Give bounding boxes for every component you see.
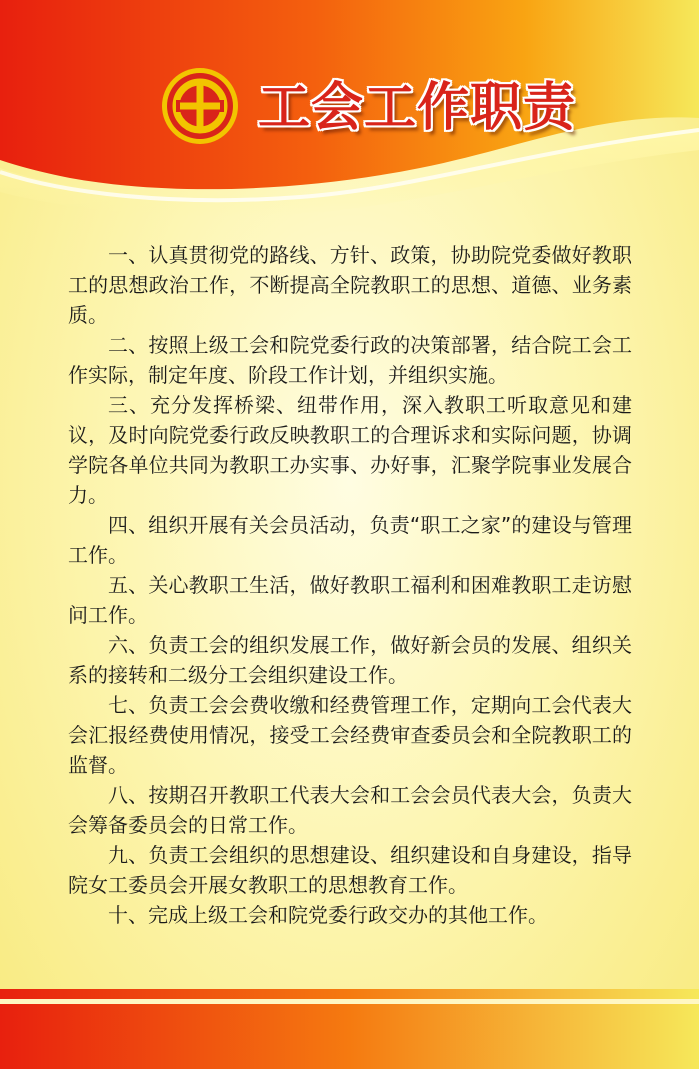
duty-item: 五、关心教职工生活，做好教职工福利和困难教职工走访慰问工作。 (68, 573, 632, 627)
duty-item: 二、按照上级工会和院党委行政的决策部署，结合院工会工作实际，制定年度、阶段工作计划，并组织实施。 (68, 333, 632, 387)
duty-list (68, 240, 632, 930)
duty-item: 三、充分发挥桥梁、纽带作用，深入教职工听取意见和建议，及时向院党委行政反映教职工的合理诉求和实际问题，协调学院各单位共同为教职工办实事、办好事，汇聚学院事业发展合力。 (68, 393, 632, 507)
footer-band (0, 989, 699, 1069)
duty-item: 四、组织开展有关会员活动，负责“职工之家”的建设与管理工作。 (68, 513, 632, 567)
duty-item: 一、认真贯彻党的路线、方针、政策，协助院党委做好教职工的思想政治工作，不断提高全院教职工的思想、道德、业务素质。 (68, 243, 632, 327)
trade-union-emblem-icon (160, 66, 240, 146)
duty-item: 七、负责工会会费收缴和经费管理工作，定期向工会代表大会汇报经费使用情况，接受工会经费审查委员会和全院教职工的监督。 (68, 693, 632, 777)
duty-item: 六、负责工会的组织发展工作，做好新会员的发展、组织关系的接转和二级分工会组织建设工作。 (68, 633, 632, 687)
duty-item: 十、完成上级工会和院党委行政交办的其他工作。 (108, 903, 548, 927)
page-title: 工会工作职责 (258, 78, 577, 138)
duty-item: 九、负责工会组织的思想建设、组织建设和自身建设，指导院女工委员会开展女教职工的思想教育工作。 (68, 843, 632, 897)
duty-item: 八、按期召开教职工代表大会和工会会员代表大会，负责大会筹备委员会的日常工作。 (68, 783, 632, 837)
